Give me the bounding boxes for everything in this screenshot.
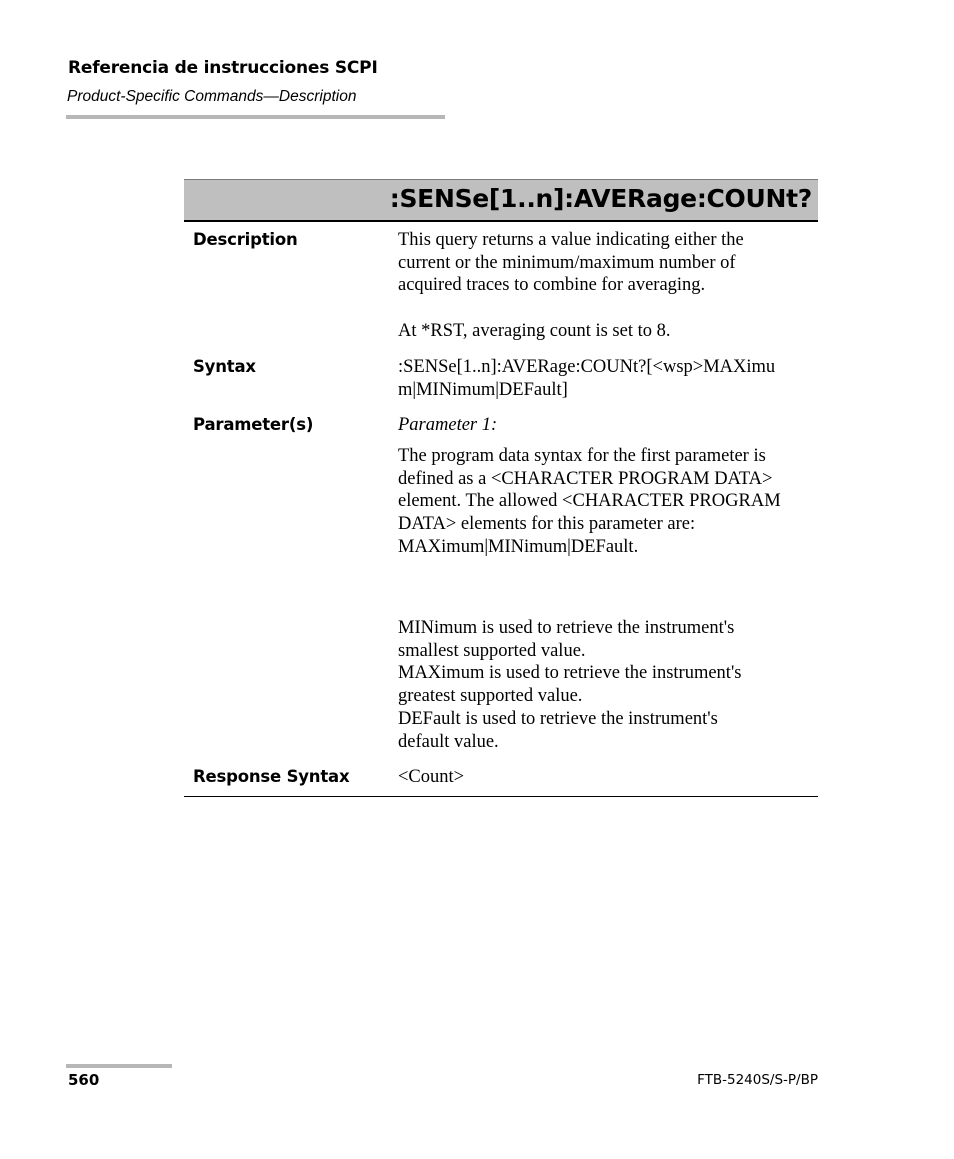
running-header-subtitle: Product-Specific Commands—Description (67, 88, 357, 105)
command-title: :SENSe[1..n]:AVERage:COUNt? (389, 184, 812, 213)
parameter-body-line: MAXimum|MINimum|DEFault. (398, 536, 639, 557)
parameters-label: Parameter(s) (193, 415, 314, 434)
header-rule (66, 115, 445, 119)
syntax-label: Syntax (193, 357, 256, 376)
parameter-note-line: default value. (398, 731, 499, 752)
document-id: FTB-5240S/S-P/BP (697, 1072, 818, 1088)
page-number: 560 (68, 1071, 100, 1089)
parameter-note-line: DEFault is used to retrieve the instrument's (398, 708, 718, 729)
description-line: current or the minimum/maximum number of (398, 252, 736, 273)
syntax-text (398, 356, 818, 401)
description-line: This query returns a value indicating either the (398, 230, 744, 250)
parameter-body-line: DATA> elements for this parameter are: (398, 514, 696, 535)
parameter-body-line: element. The allowed <CHARACTER PROGRAM (398, 491, 781, 512)
parameter-notes (398, 617, 818, 753)
description-line: acquired traces to combine for averaging. (398, 275, 706, 296)
response-syntax-value: <Count> (398, 767, 465, 787)
response-syntax-label: Response Syntax (193, 767, 350, 786)
parameter-note-line: MINimum is used to retrieve the instrument's (398, 618, 735, 638)
parameter-heading: Parameter 1: (398, 415, 498, 435)
syntax-line: m|MINimum|DEFault] (398, 379, 568, 400)
description-rst-note: At *RST, averaging count is set to 8. (398, 321, 671, 341)
syntax-line: :SENSe[1..n]:AVERage:COUNt?[<wsp>MAXimu (398, 357, 776, 377)
parameter-body-line: The program data syntax for the first parameter is (398, 446, 766, 466)
footer-rule (66, 1064, 172, 1068)
description-label: Description (193, 230, 298, 249)
parameter-body (398, 445, 818, 559)
command-title-bar (184, 179, 818, 222)
table-bottom-rule (184, 796, 818, 797)
parameter-body-line: defined as a <CHARACTER PROGRAM DATA> (398, 468, 773, 489)
description-text (398, 229, 818, 297)
running-header-title: Referencia de instrucciones SCPI (68, 58, 378, 78)
parameter-note-line: MAXimum is used to retrieve the instrument's (398, 663, 742, 684)
parameter-note-line: greatest supported value. (398, 686, 583, 707)
parameter-note-line: smallest supported value. (398, 640, 586, 661)
